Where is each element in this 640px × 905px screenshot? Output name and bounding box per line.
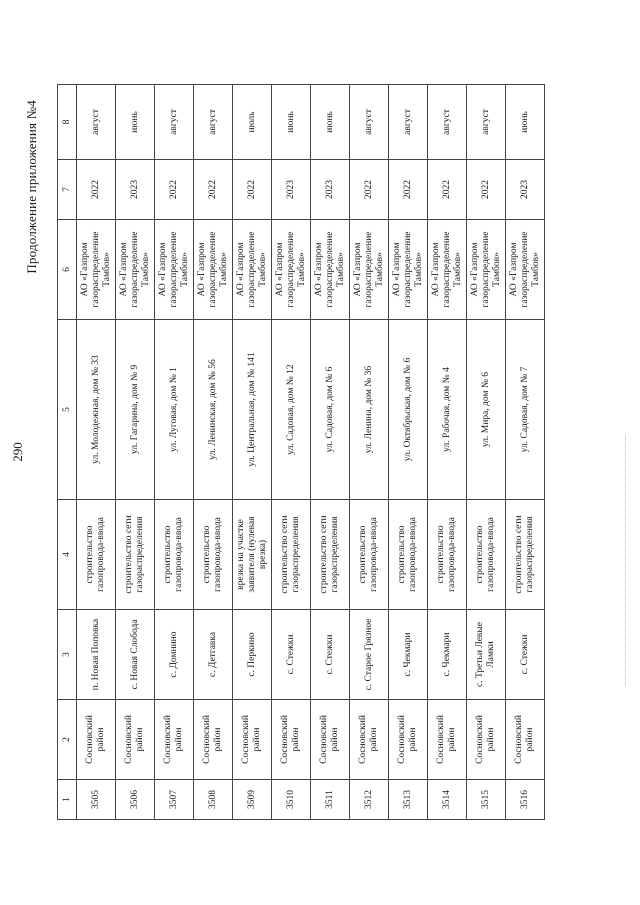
table-cell: 2022 (77, 160, 116, 220)
table-cell: 3510 (272, 780, 311, 820)
table-cell: 3506 (116, 780, 155, 820)
table-cell: Сосновский район (311, 700, 350, 780)
table-cell: 2023 (272, 160, 311, 220)
table-cell: п. Новая Поповка (77, 610, 116, 700)
table-cell: Сосновский район (506, 700, 545, 780)
table-cell: АО «Газпром газораспределение Тамбов» (428, 220, 467, 320)
table-cell: 2023 (311, 160, 350, 220)
table-cell: 3512 (350, 780, 389, 820)
table-cell: август (389, 85, 428, 160)
table-cell: август (467, 85, 506, 160)
table-cell: август (194, 85, 233, 160)
table-cell: ул. Рабочая, дом № 4 (428, 320, 467, 500)
table-cell: АО «Газпром газораспределение Тамбов» (116, 220, 155, 320)
column-header: 1 (58, 780, 77, 820)
table-cell: АО «Газпром газораспределение Тамбов» (155, 220, 194, 320)
table-cell: 2022 (428, 160, 467, 220)
table-cell: август (350, 85, 389, 160)
table-row (350, 85, 389, 820)
column-header: 7 (58, 160, 77, 220)
table-cell: АО «Газпром газораспределение Тамбов» (350, 220, 389, 320)
table-cell: строительство газопровода-ввода (350, 500, 389, 610)
table-cell: Сосновский район (467, 700, 506, 780)
table-cell: 3511 (311, 780, 350, 820)
table-cell: ул. Молодежная, дом № 33 (77, 320, 116, 500)
table-cell: 2022 (194, 160, 233, 220)
table-row (194, 85, 233, 820)
table-cell: Сосновский район (194, 700, 233, 780)
table-cell: 3515 (467, 780, 506, 820)
table-cell: ул. Центральная, дом № 141 (233, 320, 272, 500)
table-cell: июль (233, 85, 272, 160)
table-row (116, 85, 155, 820)
table-cell: Сосновский район (116, 700, 155, 780)
table-cell: 3508 (194, 780, 233, 820)
table-cell: июнь (116, 85, 155, 160)
table-cell: Сосновский район (155, 700, 194, 780)
gasification-table (57, 84, 545, 820)
table-cell: АО «Газпром газораспределение Тамбов» (194, 220, 233, 320)
table-row (506, 85, 545, 820)
table-cell: Сосновский район (350, 700, 389, 780)
table-cell: строительство газопровода-ввода (389, 500, 428, 610)
scan-artifact (625, 435, 627, 685)
table-cell: ул. Мира, дом № 6 (467, 320, 506, 500)
column-header: 6 (58, 220, 77, 320)
table-cell: с. Старое Грязное (350, 610, 389, 700)
table-row (467, 85, 506, 820)
table-header-row (58, 85, 77, 820)
table-cell: строительство газопровода-ввода (428, 500, 467, 610)
table-cell: строительство газопровода-ввода (155, 500, 194, 610)
table-cell: июнь (311, 85, 350, 160)
column-header: 3 (58, 610, 77, 700)
table-row (155, 85, 194, 820)
table-cell: ул. Октябрьская, дом № 6 (389, 320, 428, 500)
table-cell: ул. Садовая, дом № 12 (272, 320, 311, 500)
table-cell: ул. Луговая, дом № 1 (155, 320, 194, 500)
table-cell: 3516 (506, 780, 545, 820)
table-cell: 2023 (116, 160, 155, 220)
table-cell: Сосновский район (272, 700, 311, 780)
table-cell: с. Новая Слобода (116, 610, 155, 700)
table-row (311, 85, 350, 820)
table-cell: ул. Ленина, дом № 36 (350, 320, 389, 500)
table-cell: июнь (506, 85, 545, 160)
table-cell: АО «Газпром газораспределение Тамбов» (233, 220, 272, 320)
table-cell: 3509 (233, 780, 272, 820)
table-row (272, 85, 311, 820)
table-cell: ул. Ленинская, дом № 56 (194, 320, 233, 500)
table-cell: строительство газопровода-ввода (77, 500, 116, 610)
table-cell: АО «Газпром газораспределение Тамбов» (272, 220, 311, 320)
table-cell: строительство сети газораспределения (506, 500, 545, 610)
table-cell: июнь (272, 85, 311, 160)
table-cell: ул. Садовая, дом № 6 (311, 320, 350, 500)
table-row (233, 85, 272, 820)
table-cell: строительство газопровода-ввода (194, 500, 233, 610)
column-header: 8 (58, 85, 77, 160)
table-cell: врезка на участке заявителя (нулевая врезка) (233, 500, 272, 610)
table-cell: строительство сети газораспределения (116, 500, 155, 610)
table-cell: 2022 (155, 160, 194, 220)
column-header: 2 (58, 700, 77, 780)
table-cell: с. Стежки (506, 610, 545, 700)
table-cell: 3514 (428, 780, 467, 820)
table-cell: с. Стежки (272, 610, 311, 700)
table-cell: 3513 (389, 780, 428, 820)
table-cell: 2022 (467, 160, 506, 220)
table-cell: строительство газопровода-ввода (467, 500, 506, 610)
table-cell: 2022 (350, 160, 389, 220)
table-cell: АО «Газпром газораспределение Тамбов» (311, 220, 350, 320)
table-cell: август (77, 85, 116, 160)
table-cell: с. Детгавка (194, 610, 233, 700)
table-cell: 3507 (155, 780, 194, 820)
table-cell: строительство сети газораспределения (272, 500, 311, 610)
table-cell: с. Домнино (155, 610, 194, 700)
table-cell: 2022 (389, 160, 428, 220)
table-cell: с. Чекмари (389, 610, 428, 700)
table-cell: с. Третьи Левые Ламки (467, 610, 506, 700)
table-cell: АО «Газпром газораспределение Тамбов» (77, 220, 116, 320)
table-cell: Сосновский район (77, 700, 116, 780)
table-cell: АО «Газпром газораспределение Тамбов» (467, 220, 506, 320)
table-row (389, 85, 428, 820)
appendix-heading: Продолжение приложения №4 (24, 100, 39, 274)
page-number: 290 (10, 442, 25, 462)
table-row (77, 85, 116, 820)
table-cell: 3505 (77, 780, 116, 820)
table-cell: с. Стежки (311, 610, 350, 700)
table-cell: строительство сети газораспределения (311, 500, 350, 610)
table-row (428, 85, 467, 820)
table-cell: ул. Садовая, дом № 7 (506, 320, 545, 500)
table-cell: АО «Газпром газораспределение Тамбов» (506, 220, 545, 320)
table-cell: август (155, 85, 194, 160)
column-header: 4 (58, 500, 77, 610)
table-cell: 2022 (233, 160, 272, 220)
table-cell: Сосновский район (233, 700, 272, 780)
column-header: 5 (58, 320, 77, 500)
table-cell: с. Чекмари (428, 610, 467, 700)
table-cell: АО «Газпром газораспределение Тамбов» (389, 220, 428, 320)
table-cell: Сосновский район (428, 700, 467, 780)
table-cell: ул. Гагарина, дом № 9 (116, 320, 155, 500)
table-cell: август (428, 85, 467, 160)
table-cell: Сосновский район (389, 700, 428, 780)
table-cell: 2023 (506, 160, 545, 220)
table-cell: с. Перкино (233, 610, 272, 700)
